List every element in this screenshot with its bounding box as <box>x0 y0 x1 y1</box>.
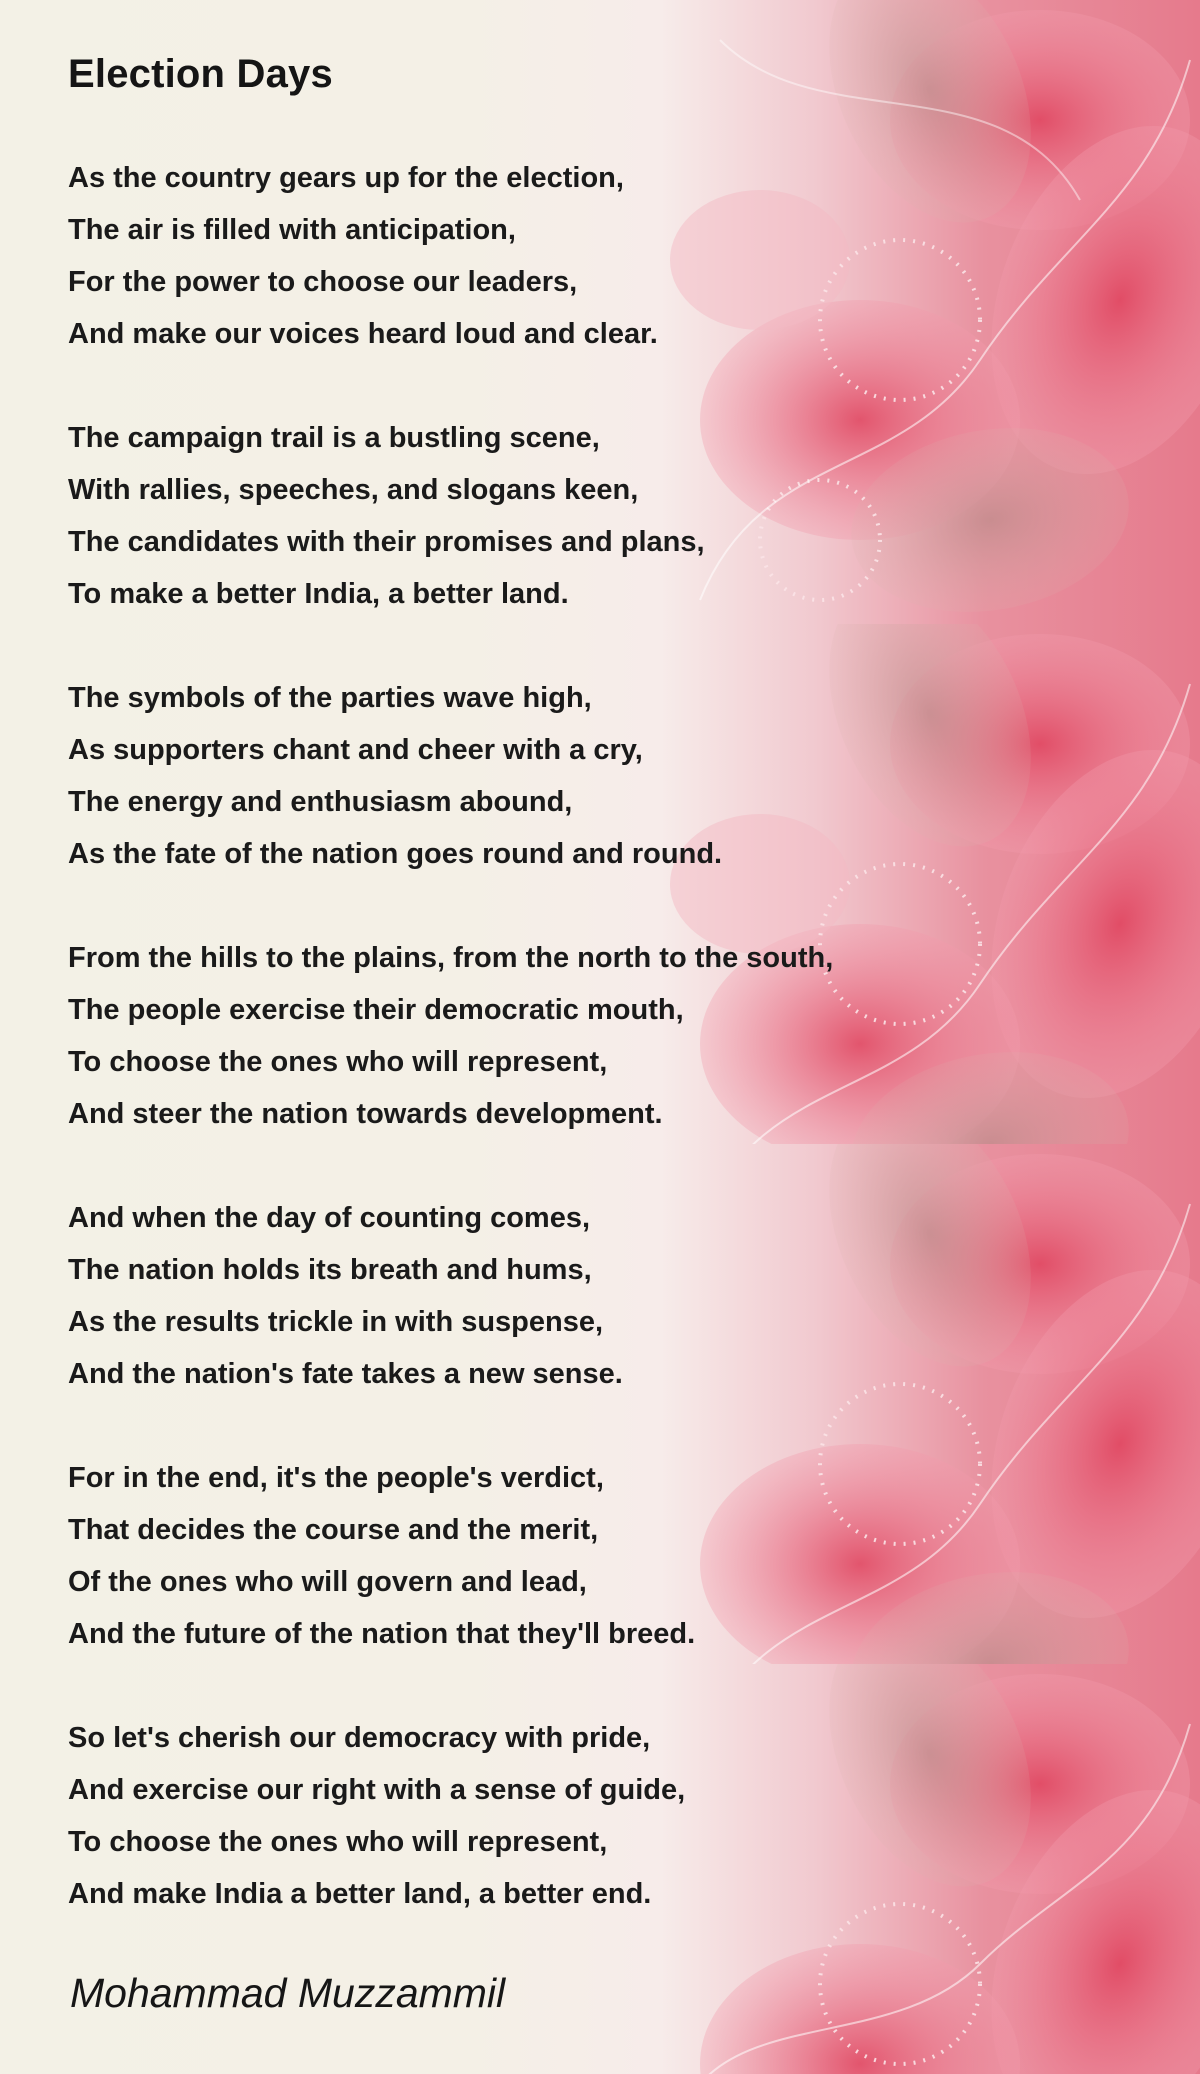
poem-line: The symbols of the parties wave high, <box>68 682 592 714</box>
poem-line: As the results trickle in with suspense, <box>68 1306 604 1338</box>
poem-line: For the power to choose our leaders, <box>68 266 578 298</box>
poem-line: The candidates with their promises and plans, <box>68 526 705 558</box>
stanza <box>68 152 1148 360</box>
poem-line: Of the ones who will govern and lead, <box>68 1566 587 1598</box>
poem-line: The people exercise their democratic mouth, <box>68 994 684 1026</box>
stanza <box>68 412 1148 620</box>
stanza <box>68 932 1148 1140</box>
poem-author: Mohammad Muzzammil <box>70 1970 506 2016</box>
poem-line: With rallies, speeches, and slogans keen, <box>68 474 639 506</box>
poem-line: As the fate of the nation goes round and round. <box>68 838 723 870</box>
stanza <box>68 1192 1148 1400</box>
poem-line: As supporters chant and cheer with a cry, <box>68 734 643 766</box>
poem-line: So let's cherish our democracy with pride, <box>68 1722 651 1754</box>
poem-line: For in the end, it's the people's verdict, <box>68 1462 604 1494</box>
poem-line: The campaign trail is a bustling scene, <box>68 422 600 454</box>
poem-line: As the country gears up for the election, <box>68 162 624 194</box>
poem-line: To make a better India, a better land. <box>68 578 569 610</box>
poem-line: The energy and enthusiasm abound, <box>68 786 573 818</box>
stanza <box>68 672 1148 880</box>
poem-line: And the nation's fate takes a new sense. <box>68 1358 623 1390</box>
poem-line: To choose the ones who will represent, <box>68 1826 608 1858</box>
poem-line: And exercise our right with a sense of guide, <box>68 1774 686 1806</box>
stanza <box>68 1452 1148 1660</box>
poem-body <box>68 152 1148 1920</box>
poem-line: And when the day of counting comes, <box>68 1202 591 1234</box>
poem-line: And steer the nation towards development. <box>68 1098 663 1130</box>
poem-line: And make our voices heard loud and clear. <box>68 318 658 350</box>
poem-title: Election Days <box>68 52 333 96</box>
poem-line: And make India a better land, a better end. <box>68 1878 652 1910</box>
stanza <box>68 1712 1148 1920</box>
poem-line: The air is filled with anticipation, <box>68 214 516 246</box>
poem-line: To choose the ones who will represent, <box>68 1046 608 1078</box>
poem-line: The nation holds its breath and hums, <box>68 1254 592 1286</box>
poem-line: And the future of the nation that they'll breed. <box>68 1618 696 1650</box>
poem-line: That decides the course and the merit, <box>68 1514 599 1546</box>
poem-line: From the hills to the plains, from the north to the south, <box>68 942 834 974</box>
